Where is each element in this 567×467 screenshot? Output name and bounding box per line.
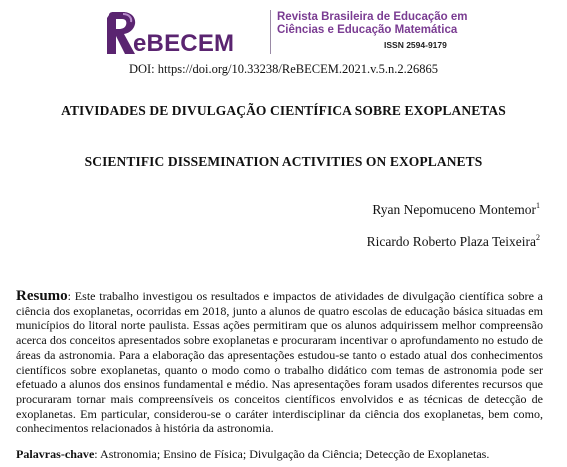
title-english: SCIENTIFIC DISSEMINATION ACTIVITIES ON EXOPLANETS	[84, 154, 483, 169]
issn-label: ISSN 2594-9179	[384, 40, 447, 50]
abstract-separator: :	[67, 289, 75, 303]
logo-wordmark: eBECEM	[133, 30, 235, 57]
journal-name-line1: Revista Brasileira de Educação em	[277, 11, 468, 23]
author-2-name: Ricardo Roberto Plaza Teixeira	[366, 234, 536, 249]
author-2-footnote-marker[interactable]: 2	[536, 233, 540, 242]
author-1-footnote-marker[interactable]: 1	[536, 201, 540, 210]
abstract-label: Resumo	[16, 288, 68, 304]
journal-logo	[103, 9, 263, 59]
journal-name	[277, 11, 517, 37]
keywords-text: : Astronomia; Ensino de Física; Divulgação da Ciência; Detecção de Exoplanetas.	[94, 447, 490, 461]
doi-link[interactable]: DOI: https://doi.org/10.33238/ReBECEM.2021.v.5.n.2.26865	[128, 62, 439, 76]
header-divider	[270, 10, 271, 54]
title-portuguese: ATIVIDADES DE DIVULGAÇÃO CIENTÍFICA SOBRE EXOPLANETAS	[61, 103, 506, 118]
author-1-name: Ryan Nepomuceno Montemor	[372, 202, 536, 217]
abstract-text: Este trabalho investigou os resultados e impactos de atividades de divulgação científica sobre a ciência dos exoplanetas, ocorridas em 2018, junto a alunos de quatro escolas de educação básica situadas em municípios do litoral norte paulista. Essas ações permitiram que os alunos adquirissem melhor compreensão acerca dos conceitos apresentados sobre exoplanetas e procuraram incentivar o aprofundamento no estudo de áreas da astronomia. Para a elaboração das apresentações estudou-se tanto o estado atual dos conhecimentos científicos sobre exoplanetas, quanto o modo como o trabalho didático com temas de astronomia pode ser efetuado a alunos dos ensinos fundamental e médio. Nas apresentações foram usados diferentes recursos que procuraram tornar mais compreensíveis os conceitos científicos envolvidos e as técnicas de detecção de exoplanetas. Em particular, considerou-se o caráter interdisciplinar da ciência dos exoplanetas, bem como, conhecimentos relacionados à história da astronomia.	[16, 289, 544, 436]
author-1	[372, 202, 540, 218]
abstract	[16, 289, 543, 436]
author-2	[367, 234, 540, 250]
journal-name-line2: Ciências e Educação Matemática	[277, 24, 458, 36]
keywords-label: Palavras-chave	[16, 447, 95, 461]
keywords	[16, 447, 556, 462]
